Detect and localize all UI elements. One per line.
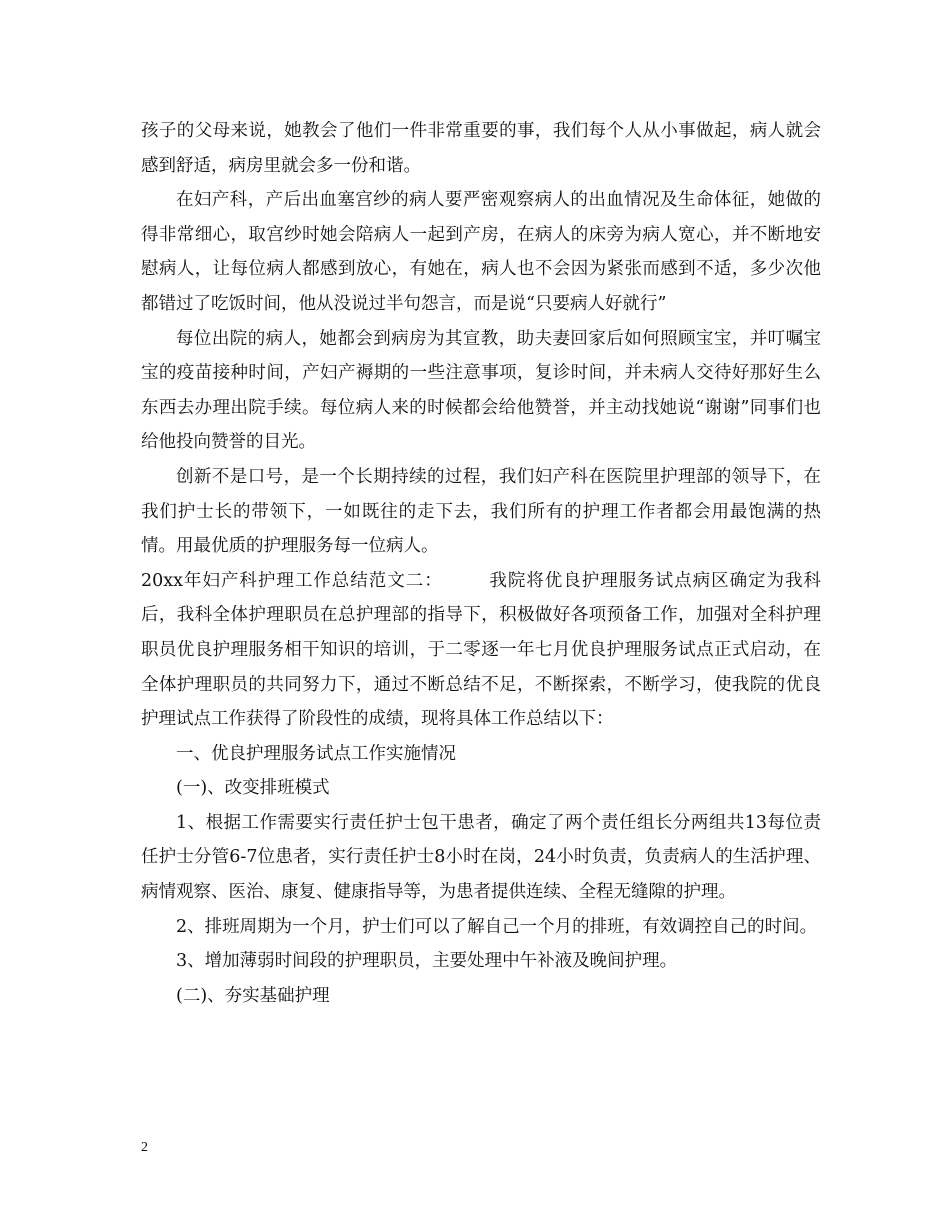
paragraph-2: 在妇产科，产后出血塞宫纱的病人要严密观察病人的出血情况及生命体征，她做的得非常细心，取宫纱时她会陪病人一起到产房，在病人的床旁为病人宽心，并不断地安慰病人，让每位病人都感到放心，有她在，病人也不会因为紧张而感到不适，多少次他都错过了吃饭时间，他从没说过半句怨言，而是说“只要病人好就行” (141, 190, 821, 314)
document-body (141, 114, 821, 1013)
subsection-heading-1: (一)、改变排班模式 (176, 778, 330, 799)
section-heading-1: 一、优良护理服务试点工作实施情况 (176, 743, 456, 764)
subsection-heading-2: (二)、夯实基础护理 (176, 985, 330, 1006)
paragraph-4: 创新不是口号，是一个长期持续的过程，我们妇产科在医院里护理部的领导下，在我们护士长的带领下，一如既往的走下去，我们所有的护理工作者都会用最饱满的热情。用最优质的护理服务每一位病人。 (141, 466, 821, 557)
paragraph-1: 孩子的父母来说，她教会了他们一件非常重要的事，我们每个人从小事做起，病人就会感到舒适，病房里就会多一份和谐。 (141, 121, 821, 176)
paragraph-5: 20xx年妇产科护理工作总结范文二： 我院将优良护理服务试点病区确定为我科后，我科全体护理职员在总护理部的指导下，积极做好各项预备工作，加强对全科护理职员优良护理服务相干知识的培训，于二零逐一年七月优良护理服务试点正式启动，在全体护理职员的共同努力下，通过不断总结不足，不断探索，不断学习，使我院的优良护理试点工作获得了阶段性的成绩，现将具体工作总结以下： (141, 570, 821, 730)
paragraph-3: 每位出院的病人，她都会到病房为其宣教，助夫妻回家后如何照顾宝宝，并叮嘱宝宝的疫苗接种时间，产妇产褥期的一些注意事项，复诊时间，并未病人交待好那好生么东西去办理出院手续。每位病人来的时候都会给他赞誉，并主动找她说“谢谢”同事们也给他投向赞誉的目光。 (141, 328, 821, 453)
paragraph-item-1: 1、根据工作需要实行责任护士包干患者，确定了两个责任组长分两组共13每位责任护士分管6-7位患者，实行责任护士8小时在岗，24小时负责，负责病人的生活护理、病情观察、医治、康复、健康指导等，为患者提供连续、全程无缝隙的护理。 (141, 812, 821, 903)
page-number: 2 (141, 1140, 148, 1155)
paragraph-item-2: 2、排班周期为一个月，护士们可以了解自己一个月的排班，有效调控自己的时间。 (176, 916, 818, 937)
paragraph-item-3: 3、增加薄弱时间段的护理职员，主要处理中午补液及晚间护理。 (176, 951, 678, 972)
